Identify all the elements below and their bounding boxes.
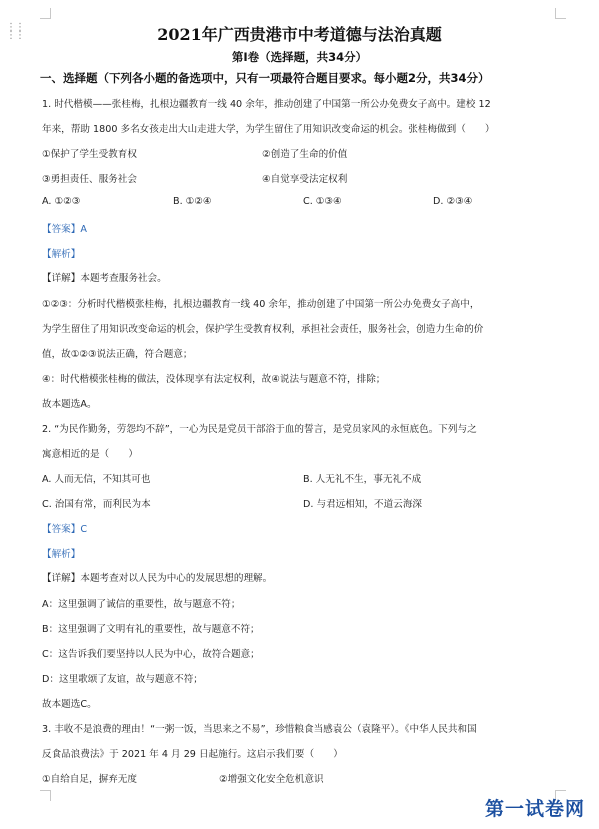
- section-heading: 一、选择题（下列各小题的备选项中，只有一项最符合题目要求。每小题2分，共34分）: [40, 71, 490, 85]
- q1-option-c: C. ①③④: [303, 196, 342, 207]
- q1-detail-line-1: ①②③：分析时代楷模张桂梅，扎根边疆教育一线 40 余年，推动创建了中国第一所公办免费女子高中，: [42, 299, 480, 310]
- q1-detail-line-3: 值，故①②③说法正确，符合题意；: [42, 349, 193, 360]
- q3-statement-2: ②增强文化安全危机意识: [219, 774, 324, 785]
- q2-detail-heading: 【详解】本题考查对以人民为中心的发展思想的理解。: [42, 573, 273, 584]
- page-title: 2021年广西贵港市中考道德与法治真题: [157, 25, 442, 44]
- q2-analysis-tag: 【解析】: [42, 549, 81, 560]
- q2-option-d: D. 与君远相知，不道云海深: [303, 499, 423, 510]
- q1-stem-line-1: 1. 时代楷模——张桂梅，扎根边疆教育一线 40 余年，推动创建了中国第一所公办免费女子高中。建校 12: [42, 99, 491, 110]
- q1-detail-heading: 【详解】本题考查服务社会。: [42, 273, 167, 284]
- q1-option-b: B. ①②④: [173, 196, 212, 207]
- q1-statement-4: ④自觉享受法定权利: [262, 174, 348, 185]
- q1-detail-line-4: ④：时代楷模张桂梅的做法，没体现享有法定权利，故④说法与题意不符，排除；: [42, 374, 386, 385]
- drag-handle-icon[interactable]: ⋮⋮ ⋮⋮: [6, 22, 24, 41]
- q2-detail-a: A：这里强调了诚信的重要性，故与题意不符；: [42, 599, 241, 610]
- q1-option-a: A. ①②③: [42, 196, 81, 207]
- q1-analysis-tag: 【解析】: [42, 249, 81, 260]
- crop-mark-top-left: [40, 8, 51, 19]
- crop-mark-bottom-left: [40, 790, 51, 801]
- q2-detail-c: C：这告诉我们要坚持以人民为中心，故符合题意；: [42, 649, 260, 660]
- q1-stem-line-2: 年来，帮助 1800 多名女孩走出大山走进大学，为学生留住了用知识改变命运的机会。张桂梅做到（ ）: [42, 124, 495, 135]
- q1-conclusion: 故本题选A。: [42, 399, 97, 410]
- q2-answer: 【答案】C: [42, 524, 88, 535]
- q3-statement-1: ①自给自足，摒弃无度: [42, 774, 137, 785]
- q2-conclusion: 故本题选C。: [42, 699, 97, 710]
- q2-stem-line-1: 2. “为民作勤务，劳怨均不辞”，一心为民是党员干部浴于血的誓言，是党员家风的永恒底色。下列与之: [42, 424, 477, 435]
- watermark-logo: 第一试卷网: [484, 798, 585, 820]
- q2-detail-b: B：这里强调了文明有礼的重要性，故与题意不符；: [42, 624, 260, 635]
- q2-stem-line-2: 寓意相近的是（ ）: [42, 449, 138, 460]
- q1-statement-2: ②创造了生命的价值: [262, 149, 348, 160]
- q2-option-c: C. 治国有常，而利民为本: [42, 499, 151, 510]
- q2-option-b: B. 人无礼不生，事无礼不成: [303, 474, 422, 485]
- page-subtitle: 第Ⅰ卷（选择题，共34分）: [231, 50, 368, 64]
- q3-stem-line-2: 反食品浪费法》于 2021 年 4 月 29 日起施行。这启示我们要（ ）: [42, 749, 343, 760]
- q2-option-a: A. 人而无信，不知其可也: [42, 474, 151, 485]
- q1-statement-3: ③勇担责任、服务社会: [42, 174, 137, 185]
- q1-detail-line-2: 为学生留住了用知识改变命运的机会，保护学生受教育权利，承担社会责任，服务社会，创造力生命的价: [42, 324, 484, 335]
- q2-detail-d: D：这里歌颂了友谊，故与题意不符；: [42, 674, 203, 685]
- q1-option-d: D. ②③④: [433, 196, 473, 207]
- q1-statement-1: ①保护了学生受教育权: [42, 149, 137, 160]
- q3-stem-line-1: 3. 丰收不是浪费的理由！“一粥一饭，当思来之不易”，珍惜粮食当感袁公（袁隆平）。《中华人民共和国: [42, 724, 477, 735]
- q1-answer: 【答案】A: [42, 224, 87, 235]
- crop-mark-top-right: [555, 8, 566, 19]
